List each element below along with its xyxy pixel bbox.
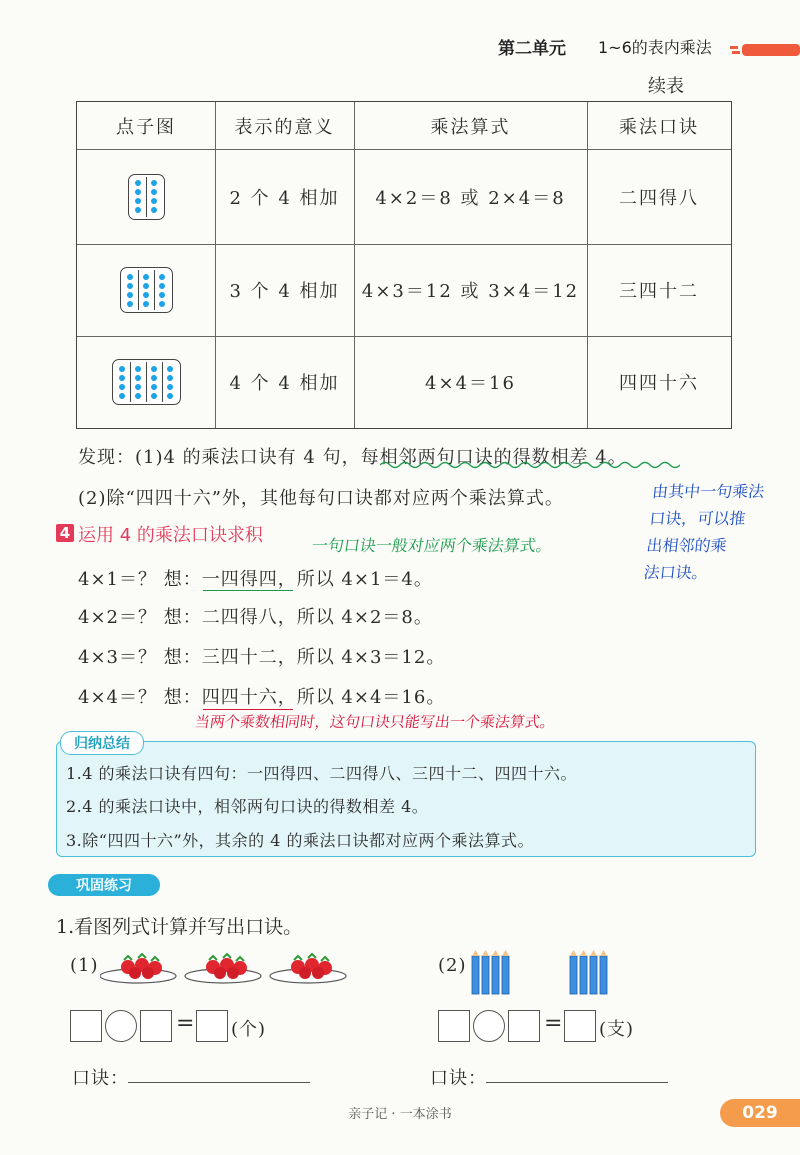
note-line: 口诀，可以推 — [648, 509, 747, 528]
dot — [159, 292, 165, 298]
dot — [143, 301, 149, 307]
header-formula: 乘法算式 — [430, 116, 511, 138]
dot — [135, 366, 141, 372]
dot — [127, 292, 133, 298]
dot-column — [146, 362, 162, 402]
formula-cell: 4×2＝8 或 2×4＝8 — [375, 187, 566, 209]
header-rhyme: 乘法口诀 — [619, 116, 699, 138]
dot-diagram — [128, 174, 165, 220]
rhyme-cell: 二四得八 — [619, 187, 699, 209]
summary-tag: 归纳总结 — [60, 731, 144, 755]
note-line: 出相邻的乘 — [645, 536, 728, 555]
handwritten-note-green: 一句口诀一般对应两个乘法算式。 — [310, 536, 554, 555]
unit-label: (支) — [599, 1019, 635, 1040]
header-dot-diagram: 点子图 — [116, 116, 176, 138]
practice-tag: 巩固练习 — [48, 874, 160, 896]
dot-column — [146, 177, 162, 217]
dot — [151, 189, 157, 195]
note-line: 法口诀。 — [642, 563, 709, 582]
dot-column — [115, 362, 130, 402]
dot — [119, 393, 125, 399]
rhyme-answer-line[interactable] — [128, 1082, 310, 1083]
dot — [143, 274, 149, 280]
meaning-cell: 2 个 4 相加 — [229, 187, 340, 209]
example-line-2: 4×2＝？ 想：二四得八，所以 4×2＝8。 — [78, 607, 433, 628]
rhyme-label: 口诀： — [72, 1068, 129, 1089]
answer-box[interactable] — [438, 1010, 470, 1042]
dot — [159, 283, 165, 289]
dot — [151, 375, 157, 381]
answer-box[interactable] — [140, 1010, 172, 1042]
red-underline — [203, 709, 293, 710]
dot — [127, 283, 133, 289]
dot-diagram — [112, 359, 181, 405]
note-line: 由其中一句乘法 — [651, 482, 766, 501]
summary-line-1: 1.4 的乘法口诀有四句：一四得四、二四得八、三四十二、四四十六。 — [66, 764, 578, 783]
dot-column — [154, 270, 170, 310]
rhyme-label: 口诀： — [430, 1068, 487, 1089]
dot — [151, 180, 157, 186]
formula-cell: 4×4＝16 — [425, 373, 516, 394]
dot — [135, 207, 141, 213]
dot — [143, 292, 149, 298]
meaning-cell: 4 个 4 相加 — [229, 373, 340, 394]
dot — [159, 301, 165, 307]
rhyme-answer-line[interactable] — [486, 1082, 668, 1083]
pencils-image — [470, 950, 615, 996]
rhyme-cell: 三四十二 — [619, 281, 699, 302]
finding-2: (2)除“四四十六”外，其他每句口诀都对应两个乘法算式。 — [78, 488, 564, 509]
finding-1: 发现：(1)4 的乘法口诀有 4 句，每相邻两句口诀的得数相差 4。 — [78, 447, 627, 468]
dot — [167, 393, 173, 399]
handwritten-note-blue — [642, 478, 765, 586]
dot — [167, 384, 173, 390]
part-2-label: (2) — [438, 955, 467, 976]
dot — [135, 189, 141, 195]
part-1-label: (1) — [70, 955, 99, 976]
operator-circle[interactable] — [473, 1010, 505, 1042]
dot — [135, 198, 141, 204]
dot-column — [130, 362, 146, 402]
header-accent-bar — [730, 40, 800, 62]
dot-column — [123, 270, 138, 310]
dot — [127, 274, 133, 280]
dot — [167, 375, 173, 381]
dot — [135, 180, 141, 186]
dot — [151, 393, 157, 399]
summary-line-2: 2.4 的乘法口诀中，相邻两句口诀的得数相差 4。 — [66, 797, 429, 816]
footer-brand: 亲子记 · 一本涂书 — [348, 1107, 452, 1122]
question-1: 1.看图列式计算并写出口诀。 — [56, 916, 303, 938]
dot — [119, 375, 125, 381]
unit-label: (个) — [231, 1019, 267, 1040]
header-meaning: 表示的意义 — [234, 116, 335, 138]
meaning-cell: 3 个 4 相加 — [229, 281, 340, 302]
dot — [151, 198, 157, 204]
operator-circle[interactable] — [105, 1010, 137, 1042]
handwritten-note-red: 当两个乘数相同时，这句口诀只能写出一个乘法算式。 — [193, 713, 557, 731]
dot-diagram — [120, 267, 173, 313]
topic-title: 1~6的表内乘法 — [598, 38, 712, 57]
example-line-3: 4×3＝？ 想：三四十二，所以 4×3＝12。 — [78, 647, 446, 668]
dot-column — [162, 362, 178, 402]
unit-title: 第二单元 — [498, 39, 566, 59]
answer-box[interactable] — [196, 1010, 228, 1042]
rhyme-cell: 四四十六 — [619, 373, 699, 394]
dot-diagram-cell — [77, 336, 215, 428]
example-line-1: 4×1＝？ 想：一四得四，所以 4×1＝4。 — [78, 569, 433, 590]
dot — [151, 384, 157, 390]
strawberry-plates-image — [100, 950, 350, 986]
answer-box[interactable] — [70, 1010, 102, 1042]
dot — [135, 384, 141, 390]
section-number-badge: 4 — [56, 524, 74, 542]
summary-line-3: 3.除“四四十六”外，其余的 4 的乘法口诀都对应两个乘法算式。 — [66, 831, 534, 850]
green-underline — [203, 590, 293, 591]
page-number: 029 — [720, 1099, 800, 1127]
dot — [143, 283, 149, 289]
continued-label: 续表 — [648, 76, 684, 97]
dot — [127, 301, 133, 307]
dot — [167, 366, 173, 372]
dot — [135, 393, 141, 399]
dot — [151, 207, 157, 213]
dot — [119, 366, 125, 372]
equals-sign: = — [176, 1011, 195, 1036]
green-wavy-underline — [380, 460, 680, 470]
example-line-4: 4×4＝？ 想：四四十六，所以 4×4＝16。 — [78, 687, 446, 708]
answer-box[interactable] — [564, 1010, 596, 1042]
multiplication-table — [76, 101, 732, 429]
formula-cell: 4×3＝12 或 3×4＝12 — [361, 281, 580, 302]
dot — [159, 274, 165, 280]
answer-box[interactable] — [508, 1010, 540, 1042]
equals-sign: = — [544, 1011, 563, 1036]
dot-diagram-cell — [77, 244, 215, 336]
section-title: 运用 4 的乘法口诀求积 — [78, 525, 263, 546]
dot-diagram-cell — [77, 149, 215, 244]
dot — [151, 366, 157, 372]
dot-column — [131, 177, 146, 217]
dot — [119, 384, 125, 390]
dot — [135, 375, 141, 381]
dot-column — [138, 270, 154, 310]
